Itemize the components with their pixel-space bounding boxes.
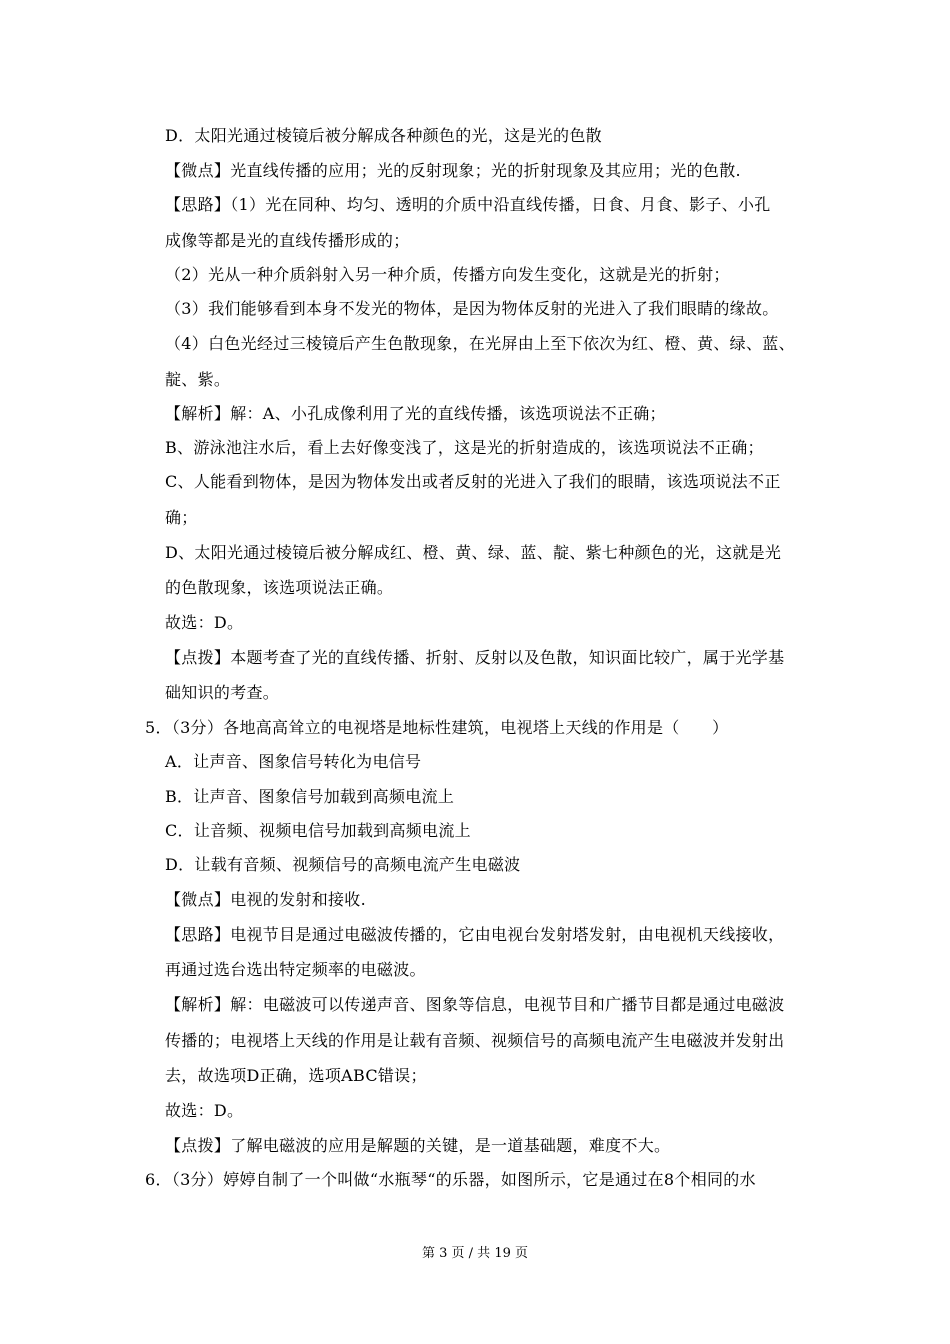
q4-silu-line-3: （2）光从一种介质斜射入另一种介质，传播方向发生变化，这就是光的折射；	[165, 265, 730, 284]
q5-jiexi-line-3: 去，故选项D正确，选项ABC错误；	[165, 1066, 427, 1085]
q5-option-c: C．让音频、视频电信号加载到高频电流上	[165, 821, 471, 840]
q4-option-d: D．太阳光通过棱镜后被分解成各种颜色的光，这是光的色散	[165, 126, 602, 145]
q4-silu-line-1: 【思路】（1）光在同种、均匀、透明的介质中沿直线传播，日食、月食、影子、小孔	[165, 195, 771, 214]
q4-jiexi-line-6: 的色散现象，该选项说法正确。	[165, 578, 394, 597]
page-footer: 第 3 页 / 共 19 页	[422, 1246, 528, 1261]
q5-dianbo: 【点拨】了解电磁波的应用是解题的关键，是一道基础题，难度不大。	[165, 1136, 671, 1155]
q4-silu-line-4: （3）我们能够看到本身不发光的物体，是因为物体反射的光进入了我们眼睛的缘故。	[165, 299, 779, 318]
q4-jiexi-line-2: B、游泳池注水后，看上去好像变浅了，这是光的折射造成的，该选项说法不正确；	[165, 438, 764, 457]
q4-silu-line-2: 成像等都是光的直线传播形成的；	[165, 231, 410, 250]
q4-jiexi-line-5: D、太阳光通过棱镜后被分解成红、橙、黄、绿、蓝、靛、紫七种颜色的光，这就是光	[165, 543, 782, 562]
q5-silu-line-2: 再通过选台选出特定频率的电磁波。	[165, 960, 426, 979]
q4-silu-line-6: 靛、紫。	[165, 370, 231, 389]
q5-option-d: D．让载有音频、视频信号的高频电流产生电磁波	[165, 855, 521, 874]
q4-jiexi-line-1: 【解析】解：A、小孔成像利用了光的直线传播，该选项说法不正确；	[165, 404, 666, 423]
q4-jiexi-line-3: C、人能看到物体，是因为物体发出或者反射的光进入了我们的眼睛，该选项说法不正	[165, 472, 781, 491]
q5-option-a: A．让声音、图象信号转化为电信号	[165, 752, 422, 771]
q5-answer: 故选：D。	[165, 1101, 244, 1120]
q6-stem: 6．（3分）婷婷自制了一个叫做“水瓶琴“的乐器，如图所示，它是通过在8个相同的水	[145, 1170, 756, 1189]
q5-stem: 5．（3分）各地高高耸立的电视塔是地标性建筑，电视塔上天线的作用是（ ）	[145, 718, 729, 737]
q4-jiexi-line-4: 确；	[165, 508, 198, 527]
q4-dianbo-line-2: 础知识的考查。	[165, 683, 280, 702]
q5-option-b: B．让声音、图象信号加载到高频电流上	[165, 787, 455, 806]
q4-silu-line-5: （4）白色光经过三棱镜后产生色散现象，在光屏由上至下依次为红、橙、黄、绿、蓝、	[165, 334, 795, 353]
q5-jiexi-line-1: 【解析】解：电磁波可以传递声音、图象等信息，电视节目和广播节目都是通过电磁波	[165, 995, 785, 1014]
q4-weidian: 【微点】光直线传播的应用；光的反射现象；光的折射现象及其应用；光的色散.	[165, 161, 741, 180]
q5-jiexi-line-2: 传播的；电视塔上天线的作用是让载有音频、视频信号的高频电流产生电磁波并发射出	[165, 1031, 785, 1050]
q4-dianbo-line-1: 【点拨】本题考查了光的直线传播、折射、反射以及色散，知识面比较广，属于光学基	[165, 648, 785, 667]
q4-answer: 故选：D。	[165, 613, 244, 632]
q5-silu-line-1: 【思路】电视节目是通过电磁波传播的，它由电视台发射塔发射，由电视机天线接收，	[165, 925, 785, 944]
q5-weidian: 【微点】电视的发射和接收.	[165, 890, 366, 909]
